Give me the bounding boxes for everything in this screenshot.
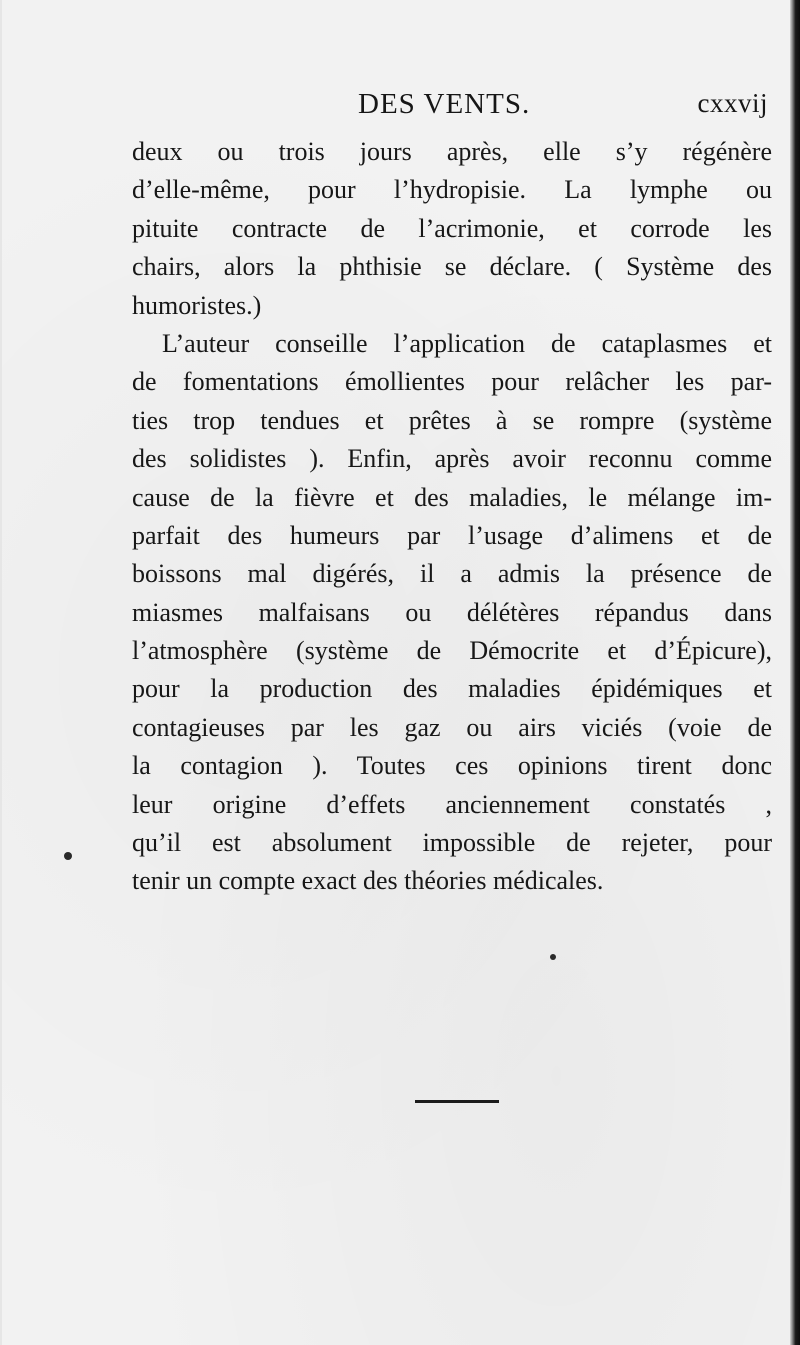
text-line: parfait des humeurs par l’usage d’alimens et de (132, 520, 772, 550)
paragraph (132, 325, 772, 901)
text-line: pour la production des maladies épidémiques et (132, 674, 772, 704)
text-line: pituite contracte de l’acrimonie, et corrode les (132, 213, 772, 243)
text-line: deux ou trois jours après, elle s’y régénère (132, 137, 772, 166)
text-line: des solidistes ). Enfin, après avoir reconnu comme (132, 444, 772, 474)
text-line: contagieuses par les gaz ou airs viciés (voie de (132, 712, 772, 742)
text-line: miasmes malfaisans ou délétères répandus dans (132, 597, 772, 627)
text-line: boissons mal digérés, il a admis la présence de (132, 559, 772, 589)
text-line: leur origine d’effets anciennement constatés , (132, 789, 772, 819)
text-line: cause de la fièvre et des maladies, le mélange im- (132, 482, 772, 512)
text-line: tenir un compte exact des théories médicales. (132, 866, 604, 896)
body-text (132, 133, 772, 901)
ink-speck (64, 852, 72, 860)
text-line: la contagion ). Toutes ces opinions tirent donc (132, 751, 772, 781)
running-head: DES VENTS. (358, 88, 531, 120)
end-rule (415, 1100, 499, 1103)
text-line: L’auteur conseille l’application de cataplasmes et (162, 328, 772, 358)
text-line: d’elle-même, pour l’hydropisie. La lymphe ou (132, 175, 772, 205)
text-line: qu’il est absolument impossible de rejeter, pour (132, 828, 772, 858)
text-line: humoristes.) (132, 290, 262, 320)
ink-speck (550, 954, 556, 960)
page-header (132, 88, 772, 128)
page-number: cxxvij (697, 88, 768, 118)
paragraph (132, 133, 772, 325)
text-line: ties trop tendues et prêtes à se rompre (système (132, 405, 772, 435)
text-line: chairs, alors la phthisie se déclare. ( Système des (132, 252, 772, 282)
text-line: de fomentations émollientes pour relâcher les par- (132, 367, 772, 397)
text-line: l’atmosphère (système de Démocrite et d’Épicure), (132, 636, 772, 666)
page-edge-shadow (790, 0, 800, 1345)
